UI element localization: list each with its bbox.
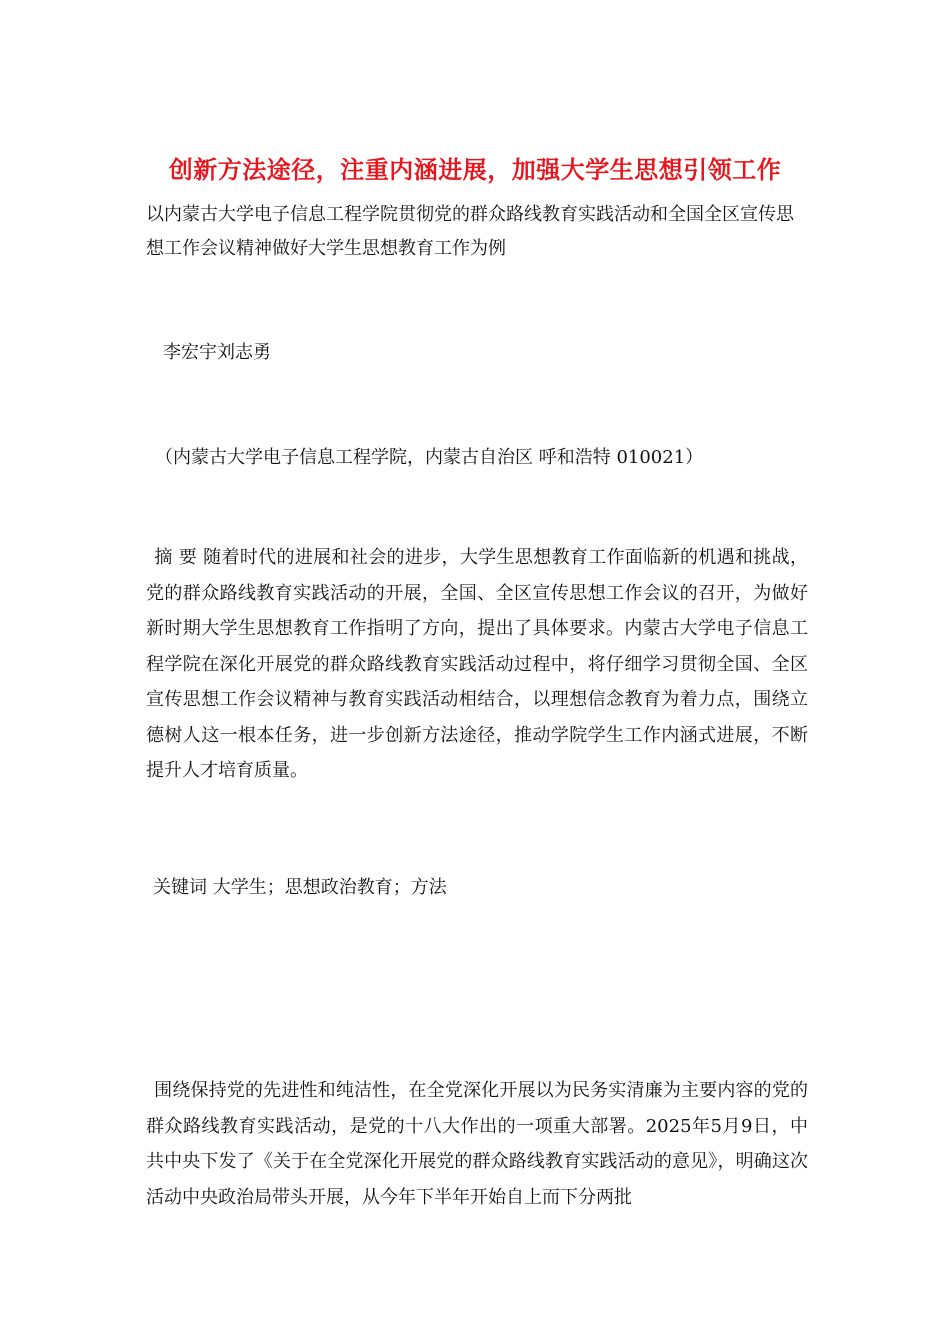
author-affiliation: （内蒙古大学电子信息工程学院，内蒙古自治区 呼和浩特 010021） <box>155 447 704 468</box>
body-text: 围绕保持党的先进性和纯洁性，在全党深化开展以为民务实清廉为主要内容的党的群众路线教育实践活动，是党的十八大作出的一项重大部署。2025年5月9日，中共中央下发了《关于在全党深化开展党的群众路线教育实践活动的意见》，明确这次活动中央政治局带头开展，从今年下半年开始自上而下分两批 <box>146 1080 808 1208</box>
author-names: 李宏宇刘志勇 <box>163 342 271 363</box>
abstract-text: 摘 要 随着时代的进展和社会的进步，大学生思想教育工作面临新的机遇和挑战，党的群众路线教育实践活动的开展，全国、全区宣传思想工作会议的召开，为做好新时期大学生思想教育工作指明了方向，提出了具体要求。内蒙古大学电子信息工程学院在深化开展党的群众路线教育实践活动过程中，将仔细学习贯彻全国、全区宣传思想工作会议精神与教育实践活动相结合，以理想信念教育为着力点，围绕立德树人这一根本任务，进一步创新方法途径，推动学院学生工作内涵式进展，不断提升人才培育质量。 <box>146 547 808 781</box>
abstract-paragraph <box>146 540 808 789</box>
keywords-line: 关键词 大学生；思想政治教育；方法 <box>153 877 447 898</box>
document-subtitle: 以内蒙古大学电子信息工程学院贯彻党的群众路线教育实践活动和全国全区宣传思想工作会议精神做好大学生思想教育工作为例 <box>146 204 794 259</box>
document-title: 创新方法途径，注重内涵进展，加强大学生思想引领工作 <box>168 156 782 184</box>
body-paragraph <box>146 1073 808 1215</box>
